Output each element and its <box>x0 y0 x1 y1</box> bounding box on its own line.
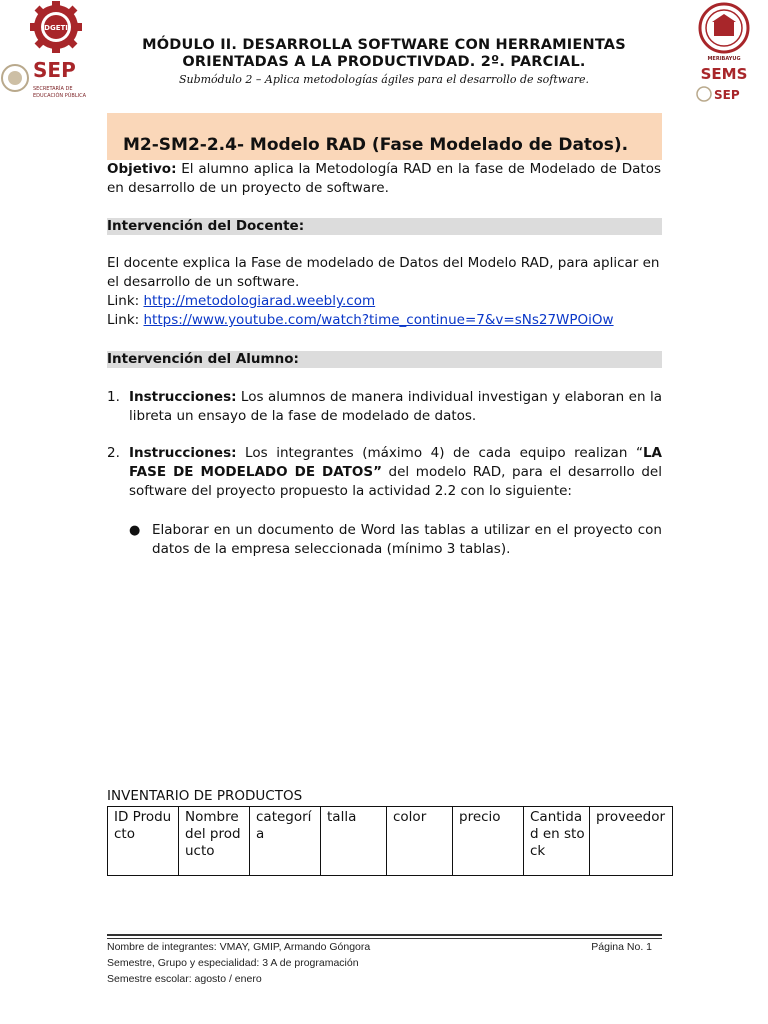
sems-sep-text: SEP <box>714 88 740 102</box>
youtube-link[interactable]: https://www.youtube.com/watch?time_continue=7&v=sNs27WPOiOw <box>143 312 614 328</box>
link-label-2: Link: <box>107 312 144 328</box>
dgeti-seal-text: DGETI <box>44 24 68 32</box>
objective-label: Objetivo: <box>107 161 177 177</box>
list-item-number: 2. <box>107 445 120 461</box>
objective-text: El alumno aplica la Metodología RAD en la fase de Modelado de Datos en desarrollo de un proyecto de software. <box>107 161 661 196</box>
column-header-id: ID Producto <box>108 807 179 876</box>
objective-paragraph <box>107 160 661 198</box>
bullet-text: Elaborar en un documento de Word las tablas a utilizar en el proyecto con datos de la empresa seleccionada (mínimo 3 tablas). <box>152 522 662 557</box>
module-title-line2: ORIENTADAS A LA PRODUCTIVDAD. 2º. PARCIAL. <box>182 54 586 70</box>
list-item-number: 1. <box>107 389 120 405</box>
module-title <box>110 37 658 71</box>
module-title-line1: MÓDULO II. DESARROLLA SOFTWARE CON HERRAMIENTAS <box>142 37 626 53</box>
instructions-label: Instrucciones: <box>129 445 237 461</box>
activity-title-band <box>107 113 662 160</box>
instructions-text-before: Los integrantes (máximo 4) de cada equipo realizan “ <box>236 445 643 461</box>
docente-heading-bar <box>107 218 662 235</box>
column-header-proveedor: proveedor <box>590 807 673 876</box>
link-row-1 <box>107 292 662 311</box>
column-header-categoria: categoría <box>250 807 321 876</box>
submodule-subtitle: Submódulo 2 – Aplica metodologías ágiles para el desarrollo de software. <box>178 73 590 86</box>
bullet-item <box>129 521 662 559</box>
bullet-icon: ● <box>129 523 141 538</box>
inventory-table <box>107 806 673 876</box>
column-header-precio: precio <box>453 807 524 876</box>
instructions-text: Los alumnos de manera individual investigan y elaboran en la libreta un ensayo de la fase de modelado de datos. <box>129 389 662 424</box>
link-label-1: Link: <box>107 293 144 309</box>
instructions-label: Instrucciones: <box>129 389 237 405</box>
docente-text: El docente explica la Fase de modelado de Datos del Modelo RAD, para aplicar en el desarrollo de un software. <box>107 255 660 290</box>
page-number: Página No. 1 <box>591 941 652 953</box>
column-header-cantidad: Cantidad en stock <box>524 807 590 876</box>
inventory-title: INVENTARIO DE PRODUCTOS <box>107 788 303 804</box>
footer-divider <box>107 938 662 939</box>
column-header-color: color <box>387 807 453 876</box>
activity-title: M2-SM2-2.4- Modelo RAD (Fase Modelado de Datos). <box>123 135 629 155</box>
sems-brand-text: SEMS <box>700 65 748 83</box>
instructions-text-after: del modelo RAD, para el desarrollo del software del proyecto propuesto la actividad 2.2 con lo siguiente: <box>129 464 662 499</box>
instructions-bold-phrase: LA FASE DE MODELADO DE DATOS” <box>129 445 662 480</box>
column-header-nombre: Nombre del producto <box>179 807 250 876</box>
footer-integrantes-row <box>107 941 662 953</box>
sep-caption-line1: SECRETARÍA DE <box>33 86 73 92</box>
sems-seal-text: MERIBAYUG <box>707 56 741 62</box>
docente-paragraph <box>107 254 662 330</box>
sep-brand-text: SEP <box>33 58 76 82</box>
list-item <box>107 388 662 426</box>
table-header-row <box>108 807 673 876</box>
alumno-heading: Intervención del Alumno: <box>107 351 299 367</box>
footer-integrantes: Nombre de integrantes: VMAY, GMIP, Armando Góngora <box>107 941 371 953</box>
footer-semestre: Semestre, Grupo y especialidad: 3 A de programación <box>107 957 359 969</box>
footer-escolar: Semestre escolar: agosto / enero <box>107 973 262 985</box>
link-row-2 <box>107 311 662 330</box>
docente-heading: Intervención del Docente: <box>107 218 305 234</box>
list-item <box>107 444 662 501</box>
sems-sep-logo <box>688 0 760 106</box>
alumno-heading-bar <box>107 351 662 368</box>
dgeti-sep-logo <box>0 0 96 100</box>
footer-divider <box>107 934 662 936</box>
sep-caption-line2: EDUCACIÓN PÚBLICA <box>33 93 87 99</box>
weebly-link[interactable]: http://metodologiarad.weebly.com <box>143 293 376 309</box>
column-header-talla: talla <box>321 807 387 876</box>
